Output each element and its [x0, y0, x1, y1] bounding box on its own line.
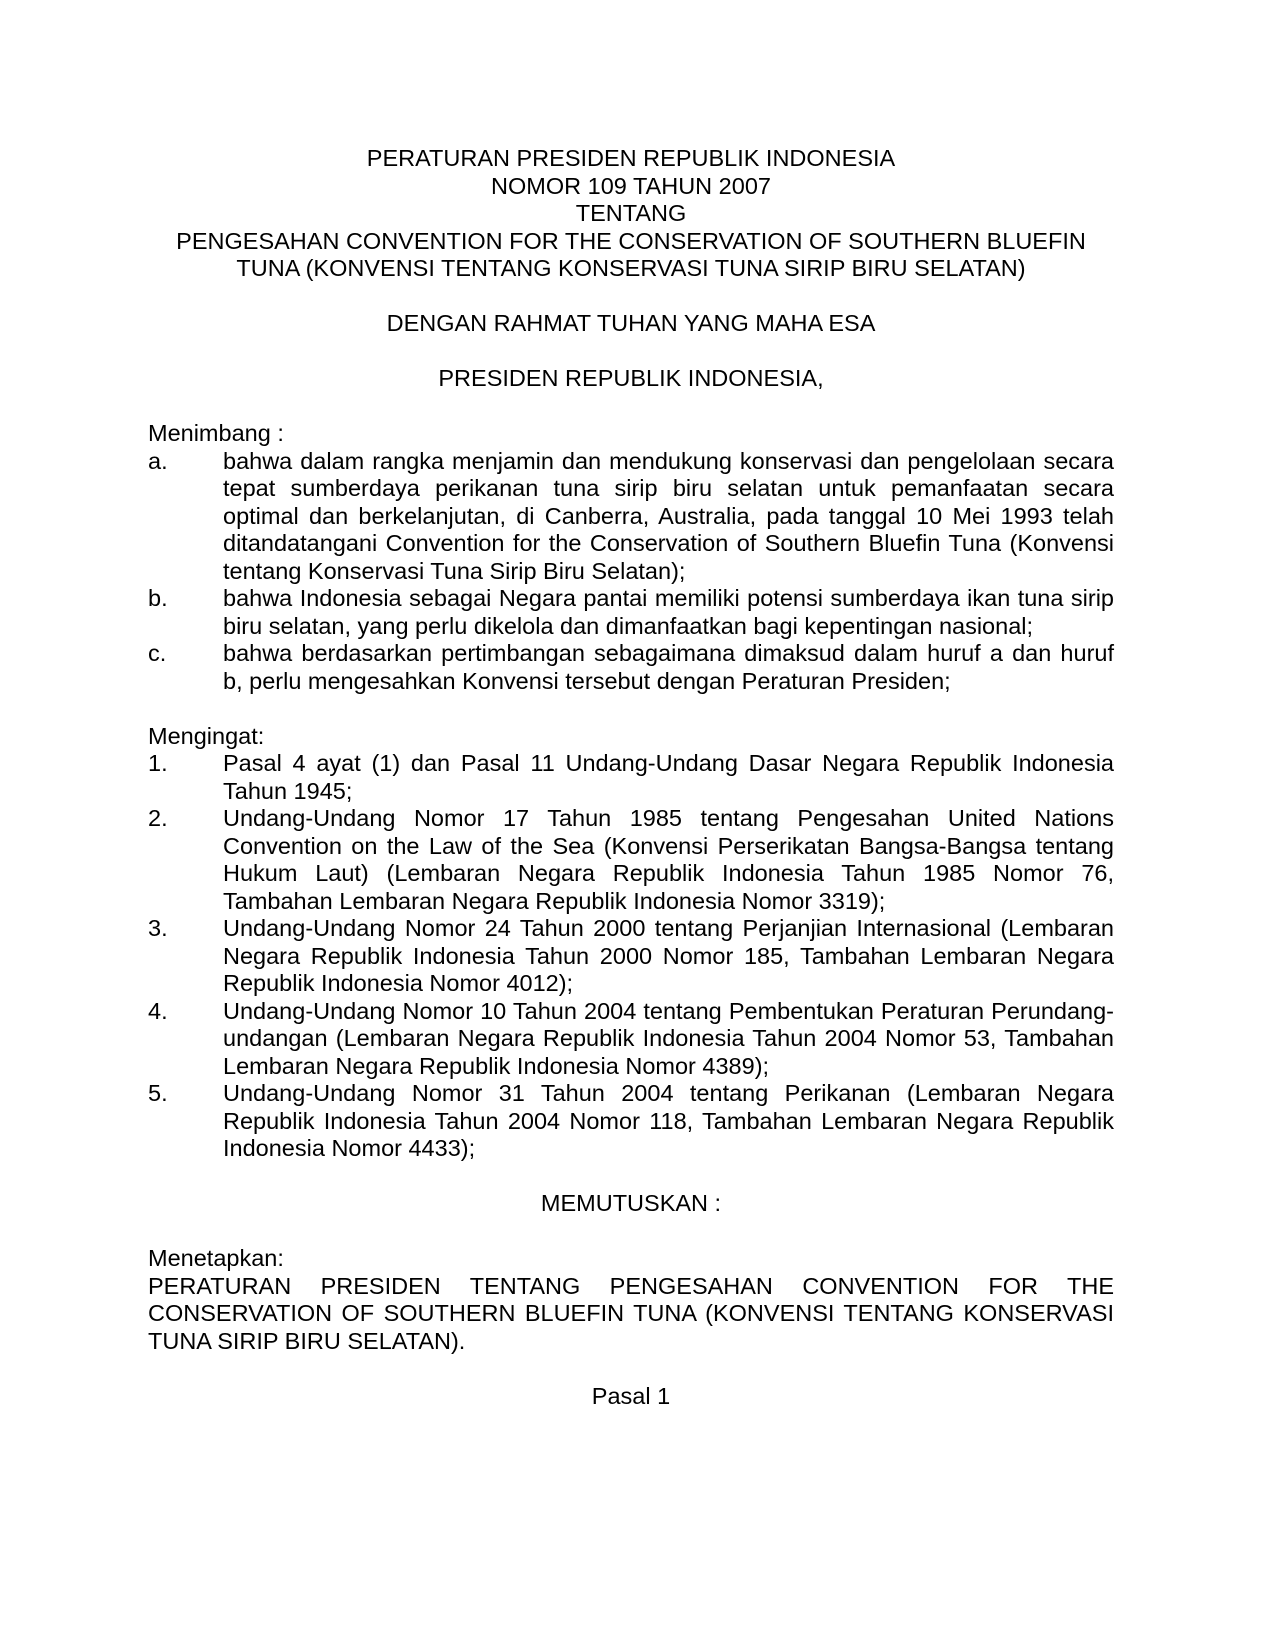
list-item: [148, 1080, 1114, 1163]
list-item-text: Undang-Undang Nomor 24 Tahun 2000 tentang Perjanjian Internasional (Lembaran Negara Republik Indonesia Tahun 2000 Nomor 185, Tambahan Lembaran Negara Republik Indonesia Nomor 4012);: [223, 915, 1114, 996]
menetapkan-section: [148, 1245, 1114, 1355]
list-marker: 1.: [148, 750, 168, 776]
spacer: [148, 338, 1114, 366]
list-item-text: Undang-Undang Nomor 10 Tahun 2004 tentang Pembentukan Peraturan Perundang-undangan (Lembaran Negara Republik Indonesia Tahun 2004 Nomor 53, Tambahan Lembaran Negara Republik Indonesia Nomor 4389);: [223, 997, 1114, 1079]
spacer: [148, 1218, 1114, 1246]
header-line-subject: PENGESAHAN CONVENTION FOR THE CONSERVATION OF SOUTHERN BLUEFIN: [176, 227, 1086, 254]
list-item: [148, 585, 1114, 640]
list-item-text: Undang-Undang Nomor 31 Tahun 2004 tentang Perikanan (Lembaran Negara Republik Indonesia Tahun 2004 Nomor 118, Tambahan Lembaran Negara Republik Indonesia Nomor 4433);: [223, 1080, 1114, 1161]
header-line-number: NOMOR 109 TAHUN 2007: [491, 172, 771, 199]
list-marker: 5.: [148, 1080, 168, 1106]
president-heading: PRESIDEN REPUBLIK INDONESIA,: [438, 365, 824, 391]
list-item-text: Undang-Undang Nomor 17 Tahun 1985 tentang Pengesahan United Nations Convention on the Law of the Sea (Konvensi Perserikatan Bangsa-Bangsa tentang Hukum Laut) (Lembaran Negara Republik Indonesia Tahun 1985 Nomor 76, Tambahan Lembaran Negara Republik Indonesia Nomor 3319);: [223, 805, 1114, 914]
spacer: [148, 1163, 1114, 1191]
header-line-regulation: PERATURAN PRESIDEN REPUBLIK INDONESIA: [366, 145, 896, 171]
menetapkan-text: PERATURAN PRESIDEN TENTANG PENGESAHAN CONVENTION FOR THE CONSERVATION OF SOUTHERN BLUEFIN TUNA (KONVENSI TENTANG KONSERVASI TUNA SIRIP BIRU SELATAN).: [148, 1272, 1114, 1354]
header-line-subject-cont: TUNA (KONVENSI TENTANG KONSERVASI TUNA SIRIP BIRU SELATAN): [236, 255, 1026, 281]
list-marker: 3.: [148, 915, 168, 941]
list-item-text: bahwa Indonesia sebagai Negara pantai memiliki potensi sumberdaya ikan tuna sirip biru selatan, yang perlu dikelola dan dimanfaatkan bagi kepentingan nasional;: [223, 585, 1114, 639]
list-item-text: bahwa dalam rangka menjamin dan mendukung konservasi dan pengelolaan secara tepat sumberdaya perikanan tuna sirip biru selatan untuk pemanfaatan secara optimal dan berkelanjutan, di Canberra, Australia, pada tanggal 10 Mei 1993 telah ditandatangani Convention for the Conservation of Southern Bluefin Tuna (Konvensi tentang Konservasi Tuna Sirip Biru Selatan);: [223, 447, 1114, 584]
invocation: DENGAN RAHMAT TUHAN YANG MAHA ESA: [386, 310, 876, 336]
list-marker: 2.: [148, 805, 168, 831]
list-item: [148, 805, 1114, 915]
list-item-text: bahwa berdasarkan pertimbangan sebagaimana dimaksud dalam huruf a dan huruf b, perlu mengesahkan Konvensi tersebut dengan Peraturan Presiden;: [223, 640, 1114, 694]
list-item: [148, 915, 1114, 998]
list-item: [148, 750, 1114, 805]
spacer: [148, 695, 1114, 723]
list-item: [148, 998, 1114, 1081]
document-page: [148, 145, 1114, 1410]
mengingat-label: Mengingat:: [148, 722, 265, 749]
list-marker: b.: [148, 585, 168, 611]
memutuskan-heading: MEMUTUSKAN :: [540, 1190, 722, 1216]
list-item-text: Pasal 4 ayat (1) dan Pasal 11 Undang-Undang Dasar Negara Republik Indonesia Tahun 1945;: [223, 750, 1114, 804]
list-marker: 4.: [148, 997, 168, 1024]
document-header: [148, 145, 1114, 283]
spacer: [148, 283, 1114, 311]
list-item: [148, 640, 1114, 695]
list-item: [148, 448, 1114, 586]
menimbang-section: [148, 420, 1114, 695]
mengingat-section: [148, 723, 1114, 1163]
spacer: [148, 393, 1114, 421]
list-marker: c.: [148, 640, 167, 666]
pasal-heading: Pasal 1: [591, 1382, 671, 1409]
spacer: [148, 1355, 1114, 1383]
menetapkan-label: Menetapkan:: [148, 1245, 284, 1271]
menimbang-label: Menimbang :: [148, 420, 284, 446]
header-line-tentang: TENTANG: [575, 200, 687, 226]
list-marker: a.: [148, 447, 168, 474]
